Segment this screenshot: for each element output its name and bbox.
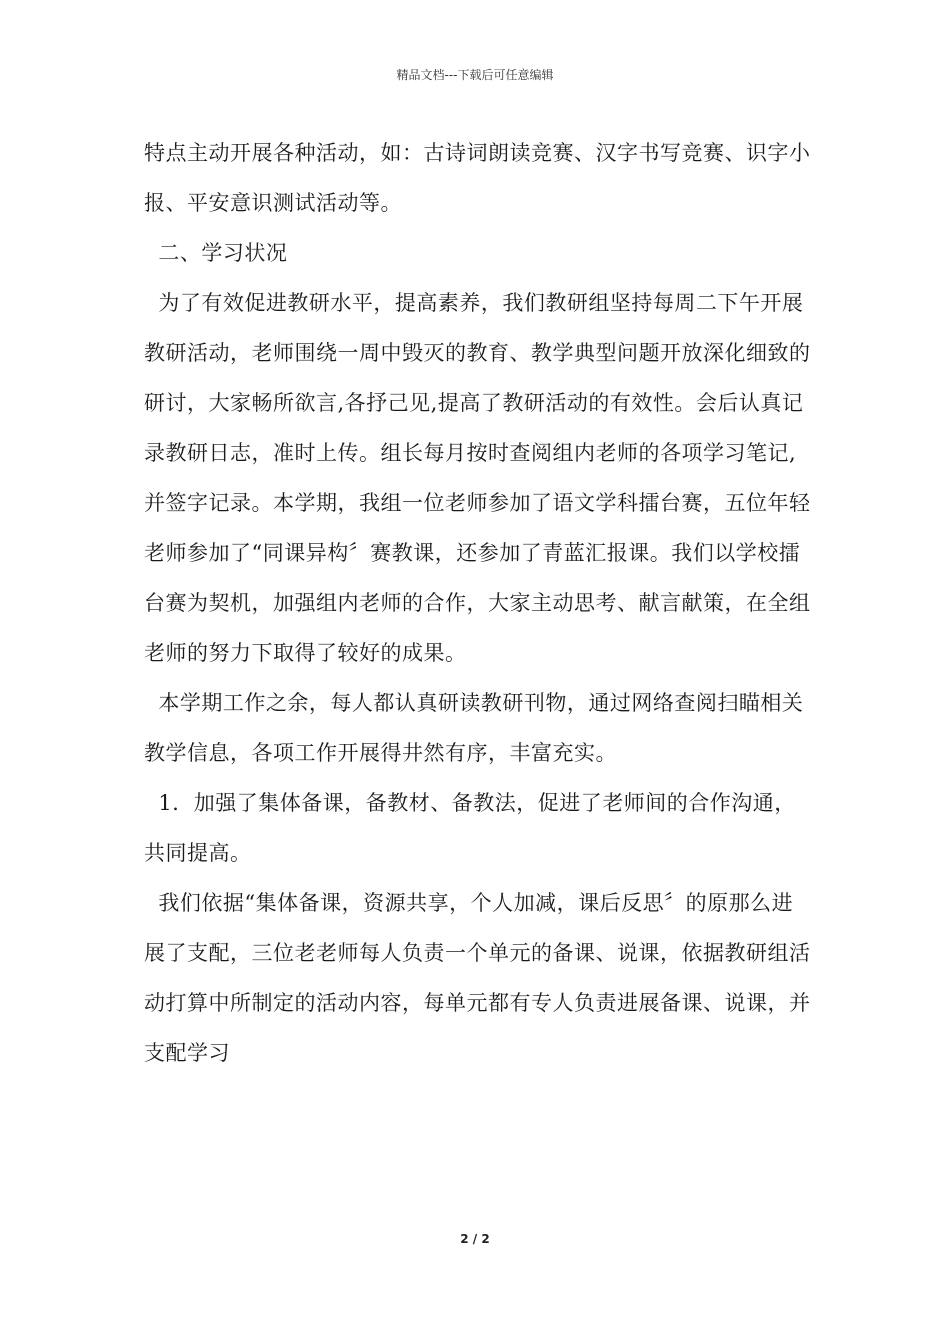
list-item-collective-lesson-prep: 1．加强了集体备课，备教材、备教法，促进了老师间的合作沟通，共同提高。	[144, 791, 796, 865]
paragraph-reading: 本学期工作之余，每人都认真研读教研刊物，通过网络查阅扫瞄相关教学信息，各项工作开展得井然有序，丰富充实。	[144, 691, 804, 765]
paragraph-activities: 特点主动开展各种活动，如：古诗词朗读竞赛、汉字书写竞赛、识字小报、平安意识测试活动等。	[144, 141, 811, 215]
paragraph-research-activities: 为了有效促进教研水平，提高素养，我们教研组坚持每周二下午开展教研活动，老师围绕一周中毁灭的教育、教学典型问题开放深化细致的研讨，大家畅所欲言,各抒己见,提高了教研活动的有效性。会后认真记录教研日志，准时上传。组长每月按时查阅组内老师的各项学习笔记,并签字记录。本学期，我组一位老师参加了语文学科擂台赛，五位年轻老师参加了“同课异构〞赛教课，还参加了青蓝汇报课。我们以学校擂台赛为契机，加强组内老师的合作，大家主动思考、献言献策，在全组老师的努力下取得了较好的成果。	[144, 291, 811, 665]
paragraph-lesson-arrangement: 我们依据“集体备课，资源共享，个人加减，课后反思〞的原那么进展了支配，三位老老师每人负责一个单元的备课、说课，依据教研组活动打算中所制定的活动内容，每单元都有专人负责进展备课、说课，并支配学习	[144, 891, 811, 1065]
section-heading-study: 二、学习状况	[144, 241, 288, 265]
page-header: 精品文档---下载后可任意编辑	[396, 68, 554, 82]
page-number: 2 / 2	[460, 1232, 490, 1246]
document-body	[144, 128, 812, 1078]
